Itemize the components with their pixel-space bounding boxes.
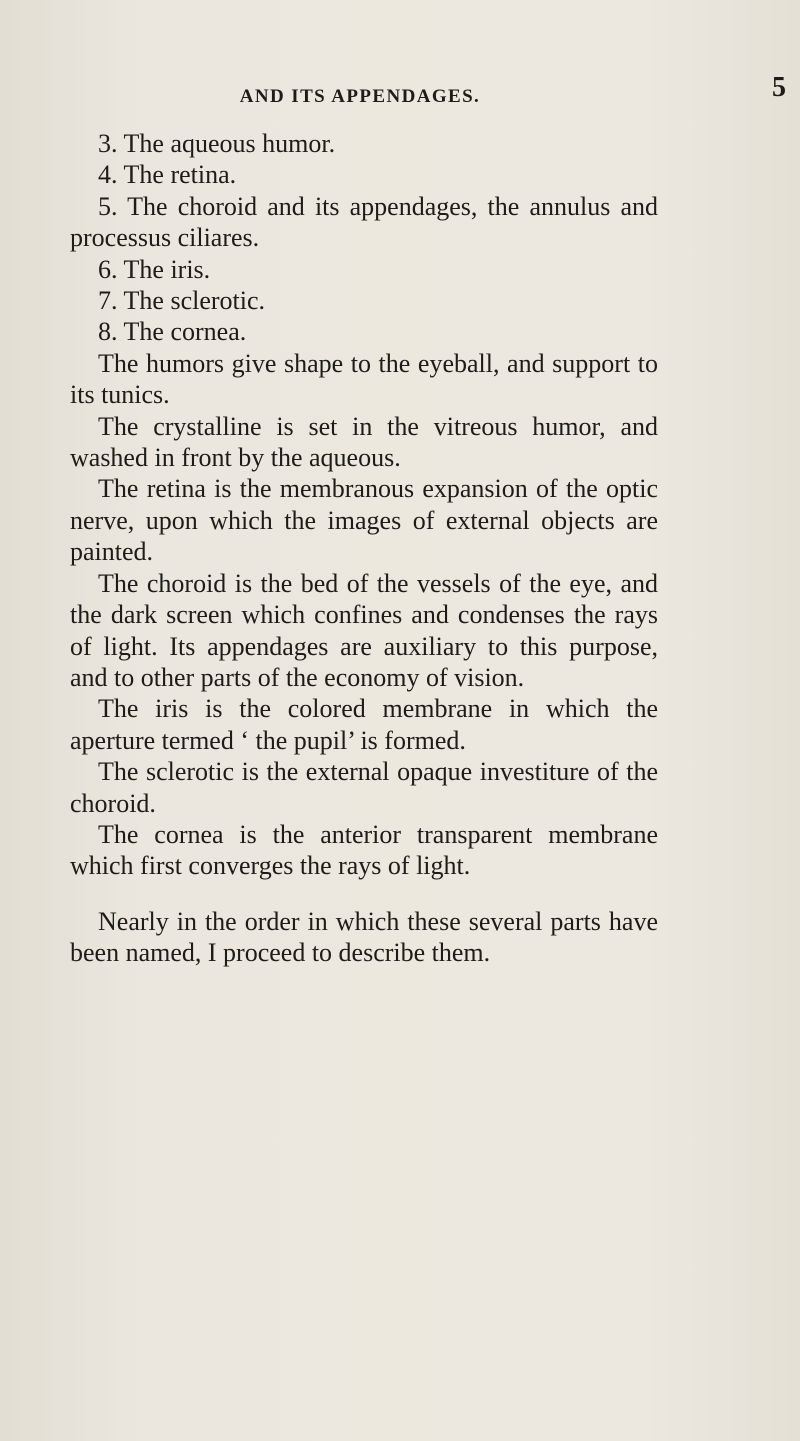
paragraph-iris: The iris is the colored membrane in which the aperture termed ‘ the pupil’ is formed. (70, 694, 658, 755)
paragraph-sclerotic: The sclerotic is the external opaque investiture of the choroid. (70, 757, 658, 818)
paragraph-closing: Nearly in the order in which these several parts have been named, I proceed to describe them. (70, 906, 658, 968)
list-item: 7. The sclerotic. (98, 286, 266, 316)
page-body (70, 128, 658, 969)
paragraph-retina: The retina is the membranous expansion of the optic nerve, upon which the images of external objects are painted. (70, 474, 658, 567)
paragraph-cornea: The cornea is the anterior transparent membrane which first converges the rays of light. (70, 819, 658, 881)
list-item: 6. The iris. (98, 254, 211, 284)
paragraph-humors: The humors give shape to the eyeball, and support to its tunics. (70, 348, 658, 410)
page-number: 5 (772, 72, 786, 103)
paragraph-choroid: The choroid is the bed of the vessels of the eye, and the dark screen which confines and condenses the rays of light. Its appendages are auxiliary to this purpose, and to other parts of the economy of vision. (70, 568, 658, 692)
list-item: 5. The choroid and its appendages, the annulus and processus ciliares. (70, 191, 658, 253)
list-item: 4. The retina. (98, 160, 237, 190)
list-item: 8. The cornea. (98, 317, 247, 347)
list-item: 3. The aqueous humor. (98, 129, 336, 158)
paragraph-crystalline: The crystalline is set in the vitreous humor, and washed in front by the aqueous. (70, 411, 658, 473)
running-head: AND ITS APPENDAGES. (239, 86, 481, 107)
